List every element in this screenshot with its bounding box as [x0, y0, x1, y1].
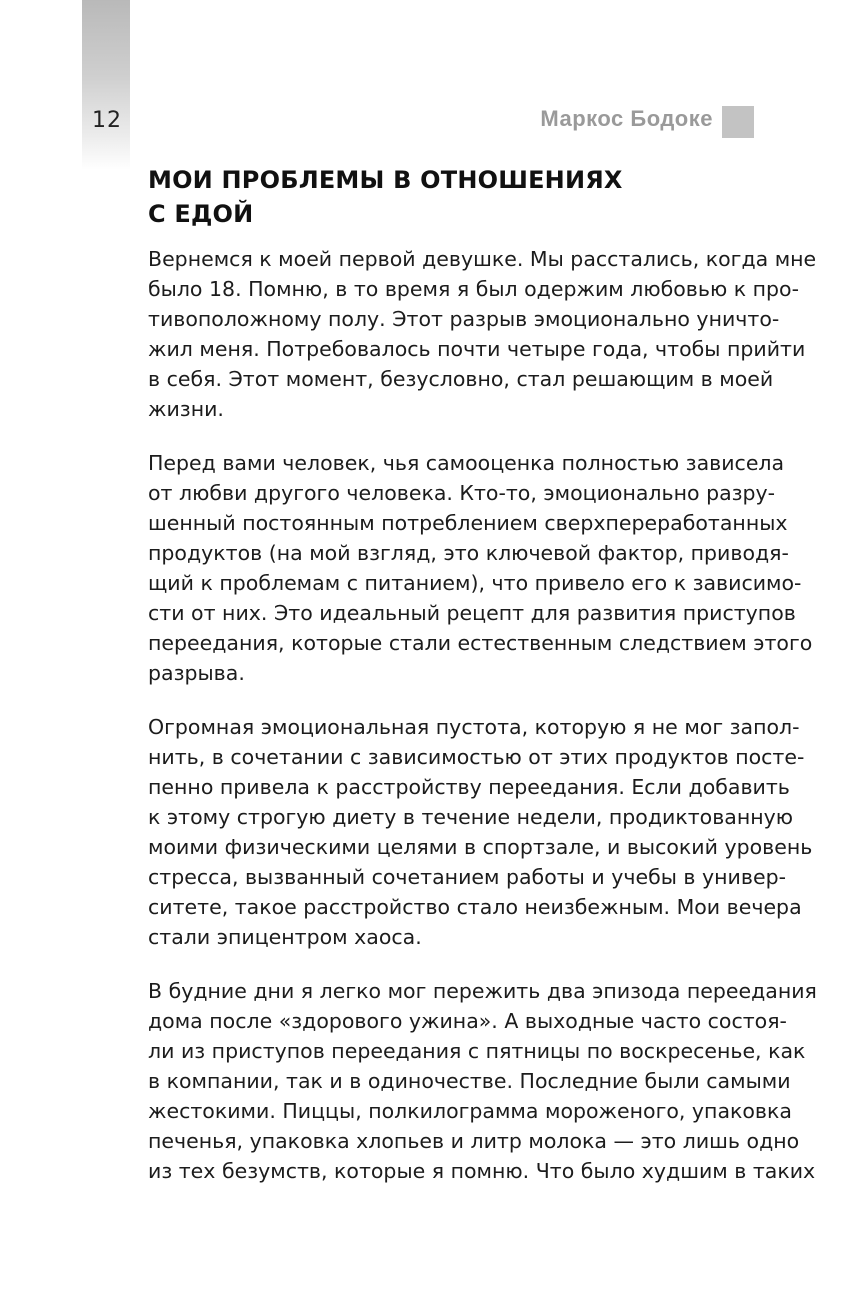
- text-line: было 18. Помню, в то время я был одержим любовью к про-: [148, 277, 799, 301]
- text-line: жизни.: [148, 397, 224, 421]
- text-line: продуктов (на мой взгляд, это ключевой фактор, приводя-: [148, 541, 789, 565]
- text-line: Огромная эмоциональная пустота, которую я не мог запол-: [148, 715, 800, 739]
- text-line: ситете, такое расстройство стало неизбежным. Мои вечера: [148, 895, 802, 919]
- chapter-title: [148, 163, 708, 231]
- text-line: к этому строгую диету в течение недели, продиктованную: [148, 805, 794, 829]
- chapter-title-line: МОИ ПРОБЛЕМЫ В ОТНОШЕНИЯХ: [148, 166, 623, 194]
- text-line: стали эпицентром хаоса.: [148, 925, 422, 949]
- page-number: 12: [92, 108, 122, 133]
- paragraph: [148, 244, 817, 424]
- page-edge-tab: [82, 0, 130, 170]
- text-line: жестокими. Пиццы, полкилограмма мороженого, упаковка: [148, 1099, 792, 1123]
- running-header-author: Маркос Бодоке: [540, 106, 713, 131]
- text-line: в себя. Этот момент, безусловно, стал решающим в моей: [148, 367, 774, 391]
- text-line: моими физическими целями в спортзале, и высокий уровень: [148, 835, 813, 859]
- text-line: разрыва.: [148, 661, 245, 685]
- text-line: пенно привела к расстройству переедания. Если добавить: [148, 775, 790, 799]
- text-line: переедания, которые стали естественным следствием этого: [148, 631, 813, 655]
- text-line: щий к проблемам с питанием), что привело его к зависимо-: [148, 571, 802, 595]
- text-line: В будние дни я легко мог пережить два эпизода переедания: [148, 979, 817, 1003]
- text-line: Вернемся к моей первой девушке. Мы расстались, когда мне: [148, 247, 817, 271]
- text-line: тивоположному полу. Этот разрыв эмоционально уничто-: [148, 307, 780, 331]
- text-line: ли из приступов переедания с пятницы по воскресенье, как: [148, 1039, 806, 1063]
- text-line: от любви другого человека. Кто-то, эмоционально разру-: [148, 481, 776, 505]
- text-line: нить, в сочетании с зависимостью от этих продуктов посте-: [148, 745, 805, 769]
- text-line: из тех безумств, которые я помню. Что было худшим в таких: [148, 1159, 816, 1183]
- text-line: стресса, вызванный сочетанием работы и учебы в универ-: [148, 865, 786, 889]
- paragraph: [148, 448, 813, 688]
- text-line: в компании, так и в одиночестве. Последние были самыми: [148, 1069, 791, 1093]
- text-line: сти от них. Это идеальный рецепт для развития приступов: [148, 601, 796, 625]
- text-line: дома после «здорового ужина». А выходные часто состоя-: [148, 1009, 787, 1033]
- chapter-title-line: С ЕДОЙ: [148, 200, 254, 228]
- paragraph: [148, 976, 817, 1186]
- header-marker-square: [722, 106, 754, 138]
- text-line: шенный постоянным потреблением сверхпереработанных: [148, 511, 788, 535]
- text-line: печенья, упаковка хлопьев и литр молока — это лишь одно: [148, 1129, 800, 1153]
- body-text: [148, 244, 817, 1210]
- paragraph: [148, 712, 813, 952]
- text-line: жил меня. Потребовалось почти четыре года, чтобы прийти: [148, 337, 806, 361]
- text-line: Перед вами человек, чья самооценка полностью зависела: [148, 451, 785, 475]
